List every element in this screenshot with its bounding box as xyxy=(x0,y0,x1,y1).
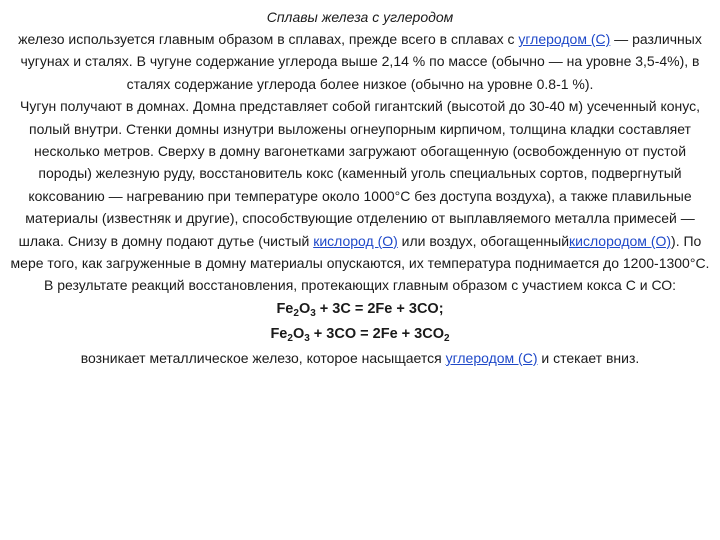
paragraph-result xyxy=(10,347,710,369)
paragraph-text: или воздух, обогащенный xyxy=(397,232,570,249)
carbon-link-2[interactable]: углеродом (С) xyxy=(445,349,538,366)
eq2-part: + 3CO = 2Fe + 3CO xyxy=(309,325,444,342)
document-title: Сплавы железа с углеродом xyxy=(266,9,454,25)
eq2-subscript: 3 xyxy=(304,332,310,344)
eq2-subscript: 2 xyxy=(287,332,293,344)
paragraph-intro xyxy=(10,28,710,95)
eq1-part: Fe xyxy=(276,300,294,317)
eq1-part: O xyxy=(298,300,311,317)
eq1-subscript: 3 xyxy=(310,307,316,319)
document xyxy=(10,6,710,369)
eq2-subscript: 2 xyxy=(443,332,450,344)
equation-2 xyxy=(10,322,710,347)
eq2-part: O xyxy=(292,325,305,342)
eq1-subscript: 2 xyxy=(293,307,299,319)
carbon-link[interactable]: углеродом (С) xyxy=(518,31,611,47)
equation-1 xyxy=(10,297,710,322)
oxygen-link-2[interactable]: кислородом (О) xyxy=(569,232,672,249)
paragraph-blast-furnace xyxy=(10,95,710,297)
paragraph-text: Чугун получают в домнах. Домна представляет собой гигантский (высотой до 30-40 м) усеченный конус, полый внутри. Стенки домны изнутри выложены огнеупорным кирпичом, толщина кладки составляет несколько метров. Сверху в домну вагонетками загружают обогащенную (освобожденную от пустой породы) железную руду, восстановитель кокс (каменный уголь специальных сортов, подвергнутый коксованию — нагреванию при температуре около 1000°С без доступа воздуха), а также плавильные материалы (известняк и другие), способствующие отделению от выплавляемого металла примесей — шлака. Снизу в домну подают дутье (чистый xyxy=(18,98,700,249)
paragraph-text: — различных чугунах и сталях. В чугуне содержание углерода выше 2,14 % по массе (обычно — на уровне 3,5-4%), в сталях содержание углерода более низкое (обычно на уровне 0.8-1 %). xyxy=(20,31,702,92)
paragraph-text: железо используется главным образом в сплавах, прежде всего в сплавах с xyxy=(18,31,519,47)
paragraph-text: и стекает вниз. xyxy=(537,349,640,366)
oxygen-link[interactable]: кислород (О) xyxy=(313,232,398,249)
eq2-part: Fe xyxy=(270,325,288,342)
paragraph-text: ). По мере того, как загруженные в домну материалы опускаются, их температура поднимается до 1200-1300°С. В результате реакций восстановления, протекающих главным образом с участием кокса С и СО: xyxy=(10,232,710,294)
paragraph-text: возникает металлическое железо, которое насыщается xyxy=(80,349,446,366)
eq1-part: + 3C = 2Fe + 3CO; xyxy=(315,300,444,317)
